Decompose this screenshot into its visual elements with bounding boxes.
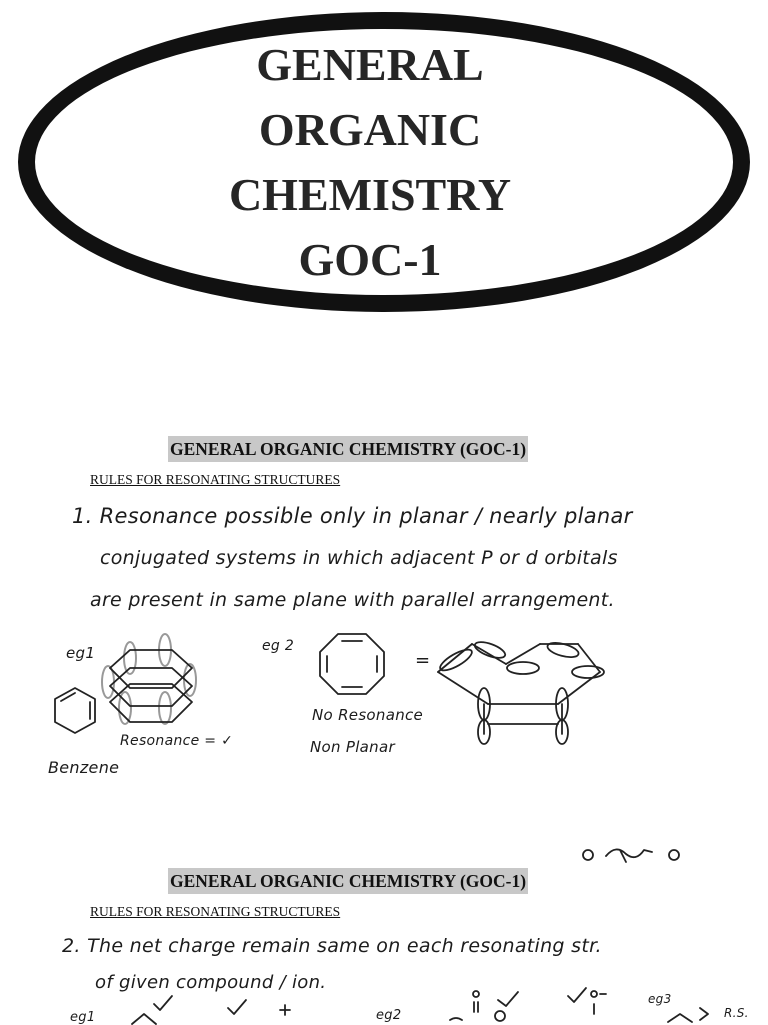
section-2-subheading: RULES FOR RESONATING STRUCTURES	[90, 904, 341, 919]
rule-1-line-3: are present in same plane with parallel arrangement.	[90, 589, 615, 611]
margin-scribble	[580, 842, 690, 866]
benzene-structure	[50, 686, 100, 736]
s2-eg1-label: eg1	[70, 1010, 96, 1025]
eg1-label: eg1	[66, 644, 96, 662]
cover-title	[0, 32, 740, 292]
benzene-p-orbital-diagram	[100, 636, 204, 728]
rule-1-line-2: conjugated systems in which adjacent P or d orbitals	[100, 547, 618, 569]
eg1-caption: Resonance = ✓	[120, 733, 234, 749]
equals-sign: =	[415, 650, 431, 671]
s2-eg3-label: eg3	[648, 992, 672, 1006]
section-1-heading: GENERAL ORGANIC CHEMISTRY (GOC-1)	[168, 436, 528, 462]
section-2-heading: GENERAL ORGANIC CHEMISTRY (GOC-1)	[168, 868, 528, 894]
title-line-1: GENERAL	[256, 39, 484, 90]
title-line-4: GOC-1	[298, 234, 442, 285]
eg2-caption-non-planar: Non Planar	[310, 738, 395, 756]
section-2-partial-structures	[120, 990, 720, 1024]
eg2-caption-no-resonance: No Resonance	[312, 706, 424, 724]
eg2-label: eg 2	[262, 638, 295, 654]
s2-eg2-label: eg2	[376, 1008, 402, 1023]
rule-2-line-2: of given compound / ion.	[95, 972, 327, 993]
section-1-subheading: RULES FOR RESONATING STRUCTURES	[90, 472, 341, 487]
benzene-label: Benzene	[48, 758, 120, 777]
title-line-3: CHEMISTRY	[228, 169, 512, 220]
cyclooctatetraene-structure	[318, 632, 386, 696]
rs-label: R.S.	[724, 1006, 749, 1020]
rule-2-line-1: 2. The net charge remain same on each resonating str.	[62, 935, 602, 957]
tub-orbital-diagram	[428, 632, 610, 748]
title-line-2: ORGANIC	[258, 104, 482, 155]
rule-1-line-1: 1. Resonance possible only in planar / nearly planar	[72, 504, 633, 528]
